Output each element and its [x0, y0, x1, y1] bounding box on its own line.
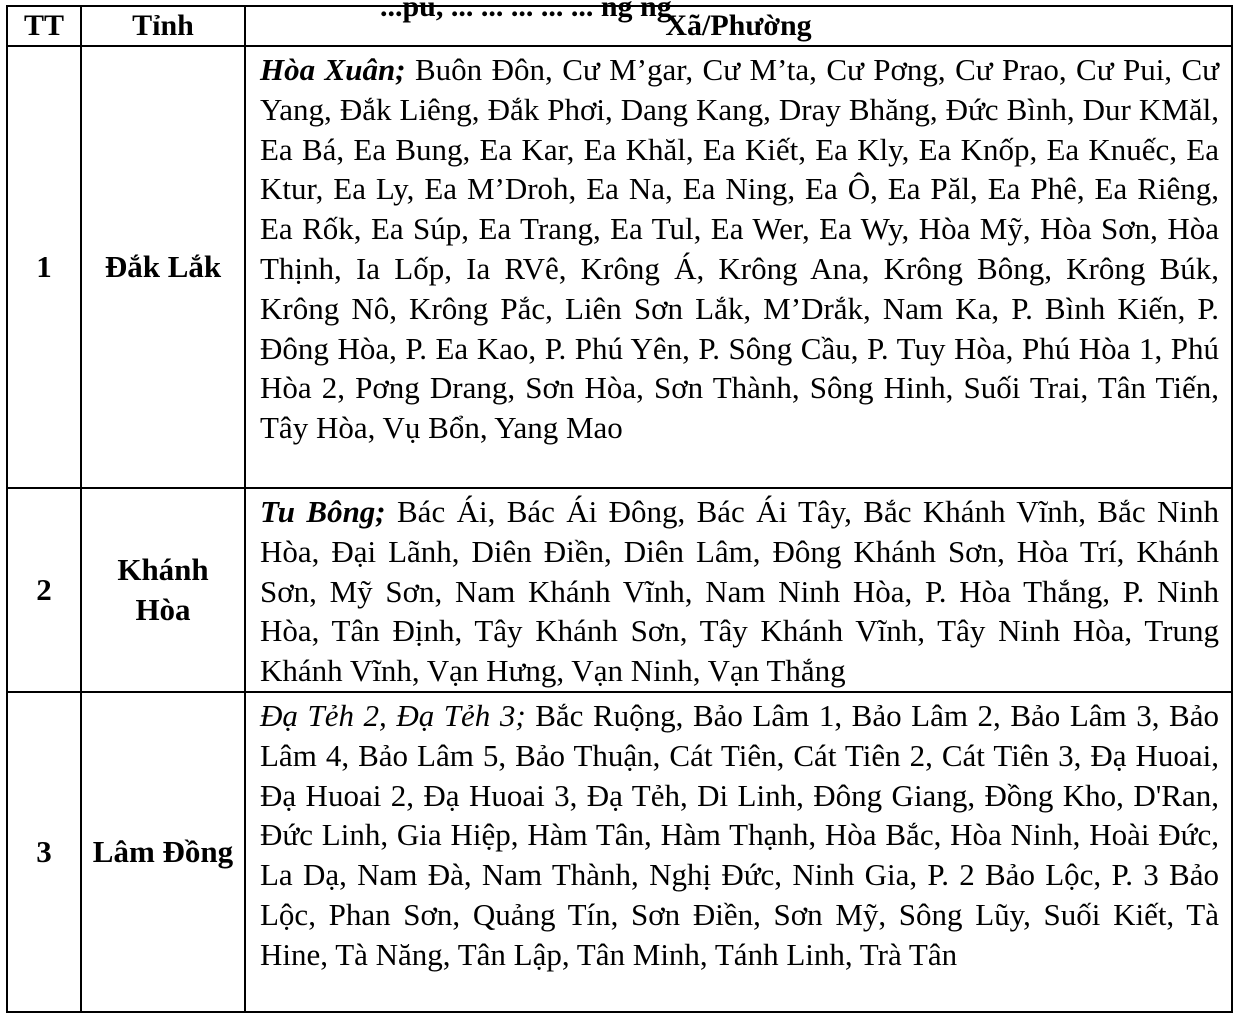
commune-list-text: Bác Ái, Bác Ái Đông, Bác Ái Tây, Bắc Khánh Vĩnh, Bắc Ninh Hòa, Đại Lãnh, Diên Điền, Diên Lâm, Đông Khánh Sơn, Hòa Trí, Khánh Sơn, Mỹ Sơn, Nam Khánh Vĩnh, Nam Ninh Hòa, P. Hòa Thắng, P. Ninh Hòa, Tân Định, Tây Khánh Sơn, Tây Khánh Vĩnh, Tây Ninh Hòa, Trung Khánh Vĩnh, Vạn Hưng, Vạn Ninh, Vạn Thắng [260, 494, 1219, 689]
commune-list-text: Buôn Đôn, Cư M’gar, Cư M’ta, Cư Pơng, Cư Prao, Cư Pui, Cư Yang, Đắk Liêng, Đắk Phơi, Dang Kang, Dray Bhăng, Đức Bình, Dur KMăl, Ea Bá, Ea Bung, Ea Kar, Ea Khăl, Ea Kiết, Ea Kly, Ea Knốp, Ea Knuếc, Ea Ktur, Ea Ly, Ea M’Droh, Ea Na, Ea Ning, Ea Ô, Ea Păl, Ea Phê, Ea Riêng, Ea Rốk, Ea Súp, Ea Trang, Ea Tul, Ea Wer, Ea Wy, Hòa Mỹ, Hòa Sơn, Hòa Thịnh, Ia Lốp, Ia RVê, Krông Á, Krông Ana, Krông Bông, Krông Búk, Krông Nô, Krông Pắc, Liên Sơn Lắk, M’Drắk, Nam Ka, P. Bình Kiến, P. Đông Hòa, P. Ea Kao, P. Phú Yên, P. Sông Cầu, P. Tuy Hòa, Phú Hòa 1, Phú Hòa 2, Pơng Drang, Sơn Hòa, Sơn Thành, Sông Hinh, Suối Trai, Tân Tiến, Tây Hòa, Vụ Bổn, Yang Mao [260, 52, 1219, 446]
row-number: 2 [7, 488, 81, 692]
header-row [7, 6, 1232, 46]
commune-list-lead: Tu Bông; [260, 494, 386, 529]
province-name: Khánh Hòa [81, 488, 245, 692]
table-row [7, 488, 1232, 692]
header-tt: TT [7, 6, 81, 46]
commune-list [245, 692, 1232, 1012]
commune-list-text: Bắc Ruộng, Bảo Lâm 1, Bảo Lâm 2, Bảo Lâm 3, Bảo Lâm 4, Bảo Lâm 5, Bảo Thuận, Cát Tiên, Cát Tiên 2, Cát Tiên 3, Đạ Huoai, Đạ Huoai 2, Đạ Huoai 3, Đạ Tẻh, Di Linh, Đông Giang, Đồng Kho, D'Ran, Đức Linh, Gia Hiệp, Hàm Tân, Hàm Thạnh, Hòa Bắc, Hòa Ninh, Hoài Đức, La Dạ, Nam Đà, Nam Thành, Nghị Đức, Ninh Gia, P. 2 Bảo Lộc, P. 3 Bảo Lộc, Phan Sơn, Quảng Tín, Sơn Điền, Sơn Mỹ, Sông Lũy, Suối Kiết, Tà Hine, Tà Năng, Tân Lập, Tân Minh, Tánh Linh, Trà Tân [260, 697, 1219, 972]
commune-table [6, 5, 1233, 1013]
commune-list [245, 488, 1232, 692]
table-row [7, 692, 1232, 1012]
header-province: Tỉnh [81, 6, 245, 46]
row-number: 3 [7, 692, 81, 1012]
commune-list-lead: Hòa Xuân; [260, 52, 406, 87]
header-commune: Xã/Phường [245, 6, 1232, 46]
row-number: 1 [7, 46, 81, 488]
province-name: Đắk Lắk [81, 46, 245, 488]
province-name: Lâm Đồng [81, 692, 245, 1012]
commune-list [245, 46, 1232, 488]
commune-list-lead: Đạ Tẻh 2, Đạ Tẻh 3; [260, 697, 526, 733]
cut-off-heading: ...pu, ... ... ... ... ... ng ng [380, 0, 672, 23]
table-row [7, 46, 1232, 488]
